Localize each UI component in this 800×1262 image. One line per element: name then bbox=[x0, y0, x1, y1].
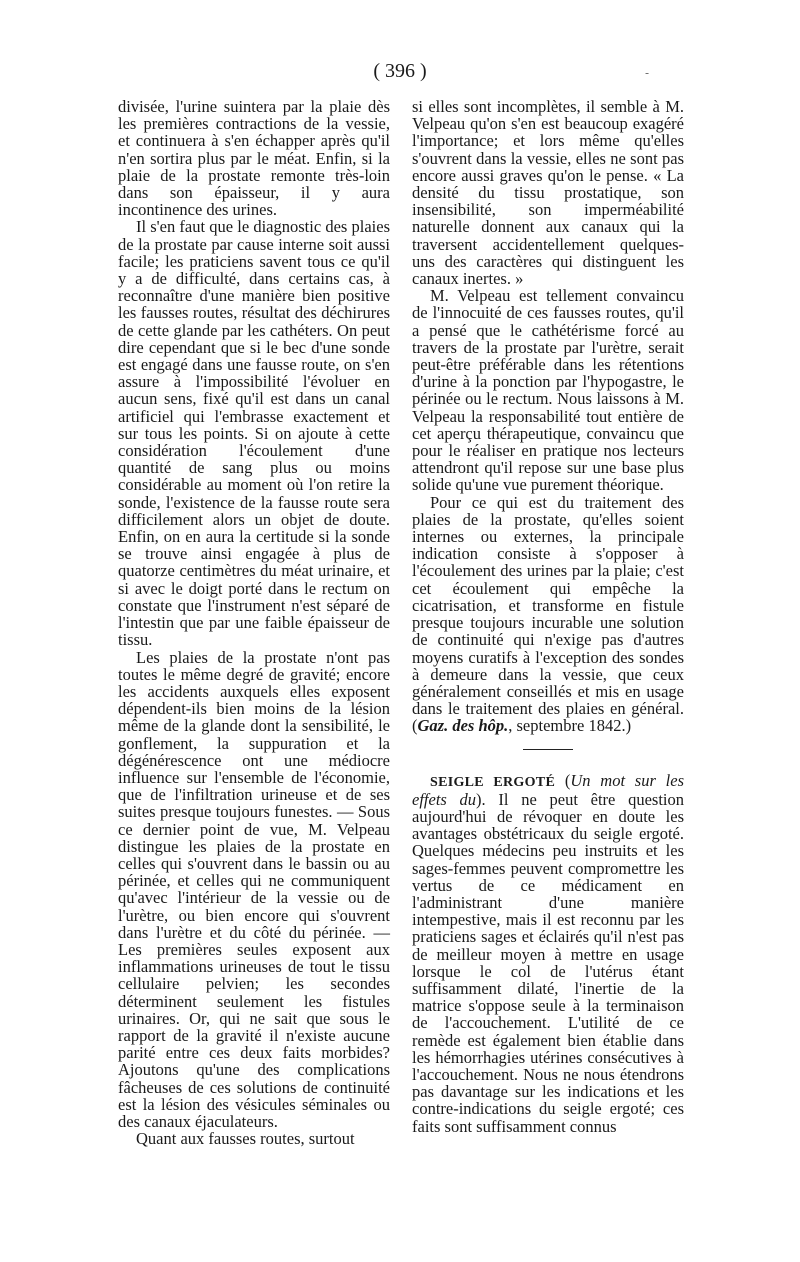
paragraph-incomplete: si elles sont incomplètes, il semble à M. Velpeau qu'on s'en est beaucoup exagéré l'importance; et lors même qu'elles s'ouvrent dans la vessie, elles ne sont pas encore aussi graves qu'on le pense. « La densité du tissu prostatique, son insensibilité, son imperméabilité naturelle donnent aux canaux qui la traversent accidentellement quelques-uns des caractères qui distinguent les canaux inertes. » bbox=[412, 97, 684, 289]
paragraph-velpeau: M. Velpeau est tellement convaincu de l'innocuité de ces fausses routes, qu'il a pensé que le cathétérisme forcé au travers de la prostate par l'urètre, serait peut-être préférable dans les rétentions d'urine à la ponction par l'hypogastre, le périnée ou le rectum. Nous laissons à M. Velpeau la responsabilité tout entière de cet aperçu thérapeutique, convaincu que pour le réaliser en pratique nos lecteurs attendront qu'il repose sur une base plus solide qu'une vue purement théorique. bbox=[412, 286, 684, 495]
heading-open: ( bbox=[555, 770, 571, 790]
paragraph-false-routes: Quant aux fausses routes, surtout bbox=[136, 1129, 355, 1149]
paragraph-diagnostic: Il s'en faut que le diagnostic des plaies de la prostate par cause interne soit aussi facile; les praticiens savent tous ce qu'il y a de difficulté, dans certains cas, à reconnaître d'une manière bien positive les fausses routes, résultat des déchirures de cette glande par les cathéters. On peut dire cependant que si le bec d'une sonde est engagé dans une fausse route, on s'en assure à l'impossibilité l'évoluer en aucun sens, fixé qu'il est dans un canal artificiel qui l'embrasse exactement et sur tous les points. Si on ajoute à cette considération l'écoulement d'une quantité de sang plus ou moins considérable au moment où l'on retire la sonde, l'existence de la fausse route sera difficilement alors un objet de doute. Enfin, on en aura la certitude si la sonde se trouve ainsi engagée à plus de quatorze centimètres du méat urinaire, et si avec le doigt porté dans le rectum on constate que l'instrument n'est séparé de l'intestin que par une faible épaisseur de tissu. bbox=[118, 217, 390, 650]
section-heading: SEIGLE ERGOTÉ bbox=[430, 774, 556, 790]
seigle-text: Il ne peut être question aujourd'hui de révoquer en doute les avantages obstétricaux du seigle ergoté. Quelques médecins peu instruits et les sages-femmes peuvent compromettre les vertus de ce médicament en l'administrant d'une manière intempestive, mais il est reconnu par les praticiens sages et éclairés qu'il n'est pas de meilleur moyen à mettre en usage lorsque le col de l'utérus étant suffisamment dilaté, l'inertie de la matrice s'oppose seule à la terminaison de l'accouchement. L'utilité de ce remède est également bien établie dans les hémorrhagies utérines consécutives à l'accouchement. Nous ne nous étendrons pas davantage sur les indications et les contre-indications du seigle ergoté; ces faits sont suffisamment connus bbox=[412, 789, 684, 1136]
citation-date: , septembre 1842.) bbox=[508, 716, 632, 736]
heading-subtitle: Un mot sur les effets du bbox=[412, 770, 684, 809]
heading-close: ). bbox=[476, 789, 486, 809]
right-column bbox=[412, 98, 684, 1135]
citation-source: Gaz. des hôp. bbox=[417, 716, 509, 736]
left-column bbox=[118, 98, 390, 1147]
citation-open: ( bbox=[412, 716, 418, 736]
paragraph-continuation: divisée, l'urine suintera par la plaie dès les premières contractions de la vessie, et continuera à s'en échapper après qu'il n'en sortira plus par le méat. Enfin, si la plaie de la prostate remonte très-loin dans son épaisseur, il y aura incontinence des urines. bbox=[118, 97, 390, 220]
corner-mark: - bbox=[645, 66, 650, 80]
section-separator bbox=[523, 749, 573, 750]
paragraph-gravity: Les plaies de la prostate n'ont pas toutes le même degré de gravité; encore les accidents auxquels elles exposent dépendent-ils bien moins de la lésion même de la glande dont la sensibilité, le gonflement, la suppuration et la dégénérescence ont une médiocre influence sur l'ensemble de l'économie, que de l'infiltration urineuse et de ses suites presque toujours funestes. — Sous ce dernier point de vue, M. Velpeau distingue les plaies de la prostate en celles qui s'ouvrent dans le bassin ou au périnée, et celles qui ne communiquent qu'avec l'intérieur de la vessie ou de l'urètre, ou bien encore qui s'ouvrent dans l'urètre et du côté du périnée. — Les premières seules exposent aux inflammations urineuses de tout le tissu cellulaire pelvien; les secondes déterminent seulement les fistules urinaires. Or, qui ne sait que sous le rapport de la gravité il n'existe aucune parité entre ces deux faits morbides? Ajoutons qu'une des complications fâcheuses de ces solutions de continuité est la lésion des vésicules séminales ou des canaux éjaculateurs. bbox=[118, 647, 390, 1131]
treatment-text: Pour ce qui est du traitement des plaies de la prostate, qu'elles soient internes ou externes, la principale indication consiste à s'opposer à l'écoulement des urines par la plaie; c'est cet écoulement qui empêche la cicatrisation, et transforme en fistule presque toujours incurable une solution de continuité qui n'exige pas d'autres moyens curatifs à l'exception des sondes à demeure dans la vessie, que ceux généralement conseillés et mis en usage dans le traitement des plaies en général. bbox=[412, 492, 684, 719]
page-number: ( 396 ) bbox=[373, 60, 427, 82]
paragraph-treatment bbox=[412, 494, 684, 735]
paragraph-seigle-ergote bbox=[412, 772, 684, 1135]
